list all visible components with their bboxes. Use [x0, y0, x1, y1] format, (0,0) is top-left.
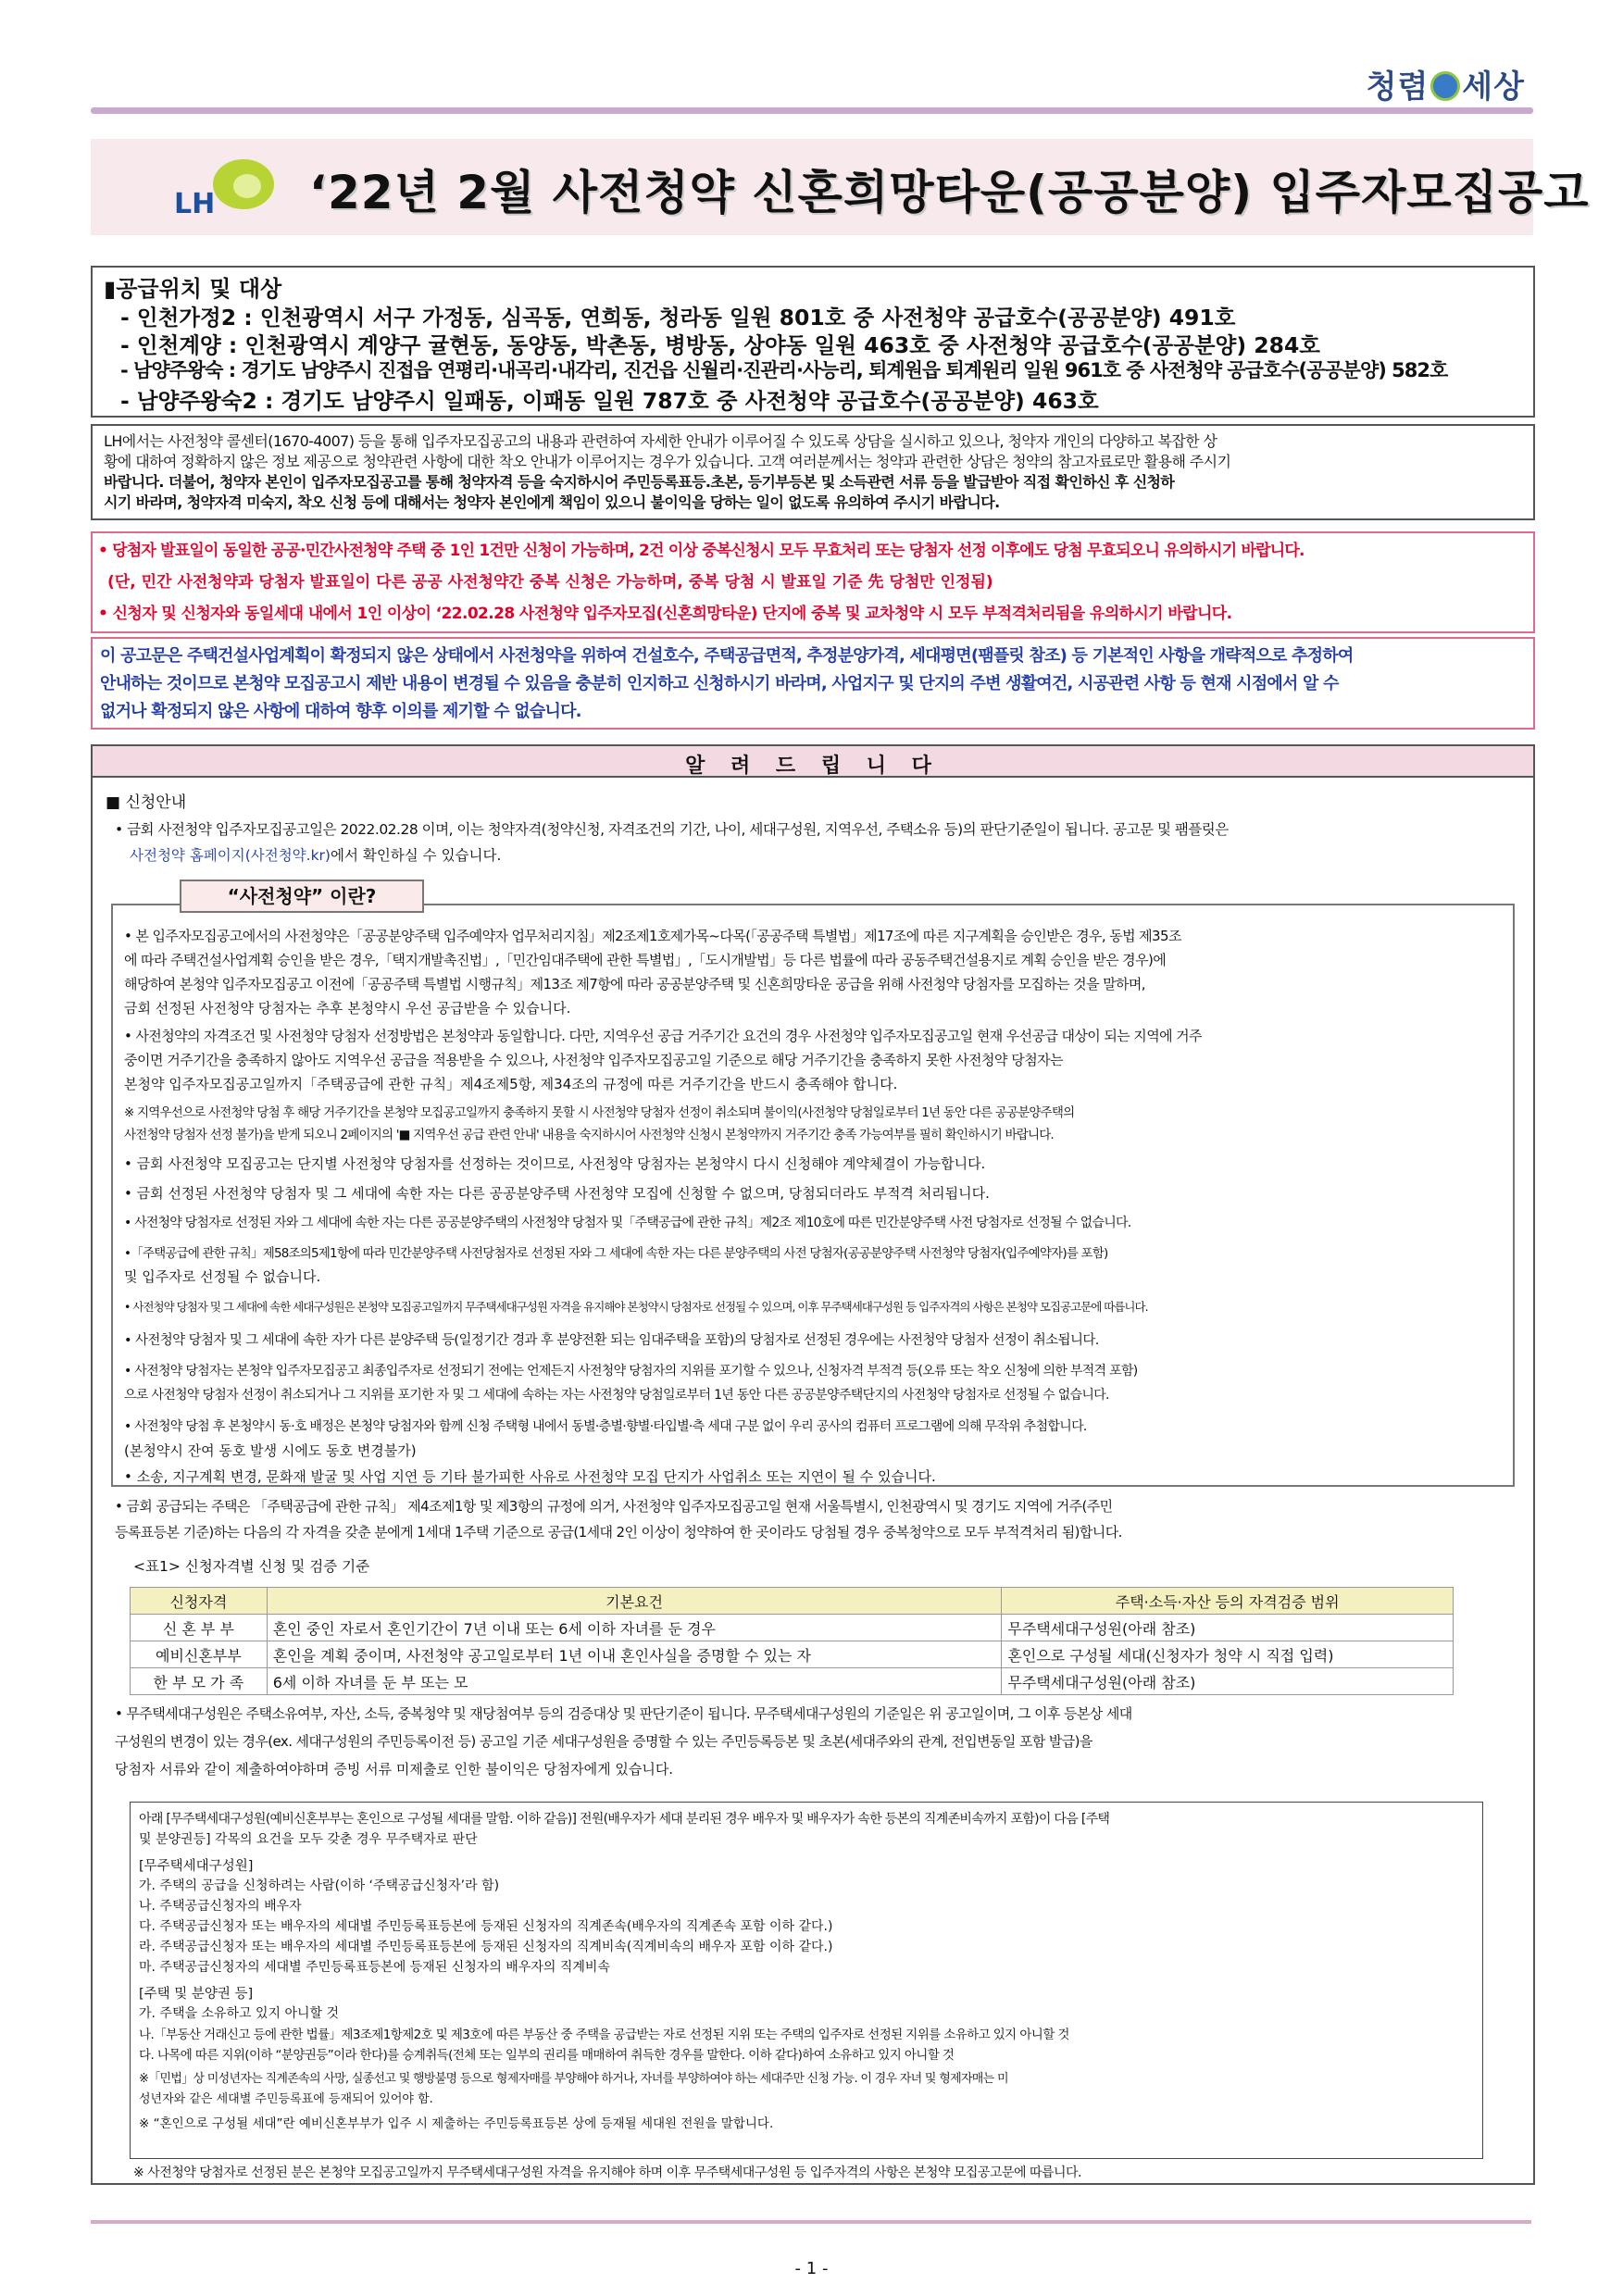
notice-line: 시기 바라며, 청약자격 미숙지, 착오 신청 등에 대해서는 청약자 본인에게 책임이 있으니 불이익을 당하는 일이 없도록 유의하여 주시기 바랍니다. [104, 493, 1000, 511]
warning-line: • 신청자 및 신청자와 동일세대 내에서 1인 이상이 ‘22.02.28 사전청약 입주자모집(신혼희망타운) 단지에 중복 및 교차청약 시 모두 부적격처리됨을 유의하시기 바랍니다. [98, 605, 1232, 623]
homeless-line: 구성원의 변경이 있는 경우(ex. 세대구성원의 주민등록이전 등) 공고일 기준 세대구성원을 증명할 수 있는 주민등록등본 및 초본(세대주와의 관계, 전입변동일 포함 발급)을 [115, 1733, 1092, 1750]
definition-line: • 사전청약 당첨자 및 그 세대에 속한 세대구성원은 본청약 모집공고일까지 무주택세대구성원 자격을 유지해야 본청약시 당첨자로 선정될 수 있으며, 이후 무주택세대구성원 등 입주자격의 사항은 본청약 모집공고문에 따릅니다. [124, 1300, 1148, 1314]
notice-line: 황에 대하여 정확하지 않은 정보 제공으로 청약관련 사항에 대한 착오 안내가 이루어지는 경우가 있습니다. 고객 여러분께서는 청약과 관련한 상담은 청약의 참고자료로만 활용해 주시기 [104, 453, 1231, 470]
location-line: - 남양주왕숙 : 경기도 남양주시 진접읍 연평리·내곡리·내각리, 진건읍 신월리·진관리·사능리, 퇴계원읍 퇴계원리 일원 961호 중 사전청약 공급호수(공공분양) 582호 [120, 359, 1448, 381]
estimate-line: 없거나 확정되지 않은 사항에 대하여 향후 이의를 제기할 수 없습니다. [100, 702, 581, 721]
supply-target-line: 등록표등본 기준)하는 다음의 각 자격을 갖춘 분에게 1세대 1주택 기준으로 공급(1세대 2인 이상이 청약하여 한 곳이라도 당첨될 경우 중복청약으로 모두 부적격처리 됨)합니다. [115, 1524, 1122, 1541]
estimate-line: 안내하는 것이므로 본청약 모집공고시 제반 내용이 변경될 수 있음을 충분히 인지하고 신청하시기 바라며, 사업지구 및 단지의 주변 생활여건, 시공관련 사항 등 현재 시점에서 알 수 [100, 674, 1339, 693]
definition-line: • 사전청약 당첨자 및 그 세대에 속한 자가 다른 분양주택 등(일정기간 경과 후 분양전환 되는 임대주택을 포함)의 당첨자로 선정된 경우에는 사전청약 당첨자 선정이 취소됩니다. [124, 1333, 1099, 1348]
definition-line: ※ 지역우선으로 사전청약 당첨 후 해당 거주기간을 본청약 모집공고일까지 충족하지 못할 시 사전청약 당첨자 선정이 취소되며 불이익(사전청약 당첨일로부터 1년 동안 다른 공공분양주택의 [124, 1105, 1075, 1120]
column-header: 기본요건 [267, 1588, 1002, 1615]
guide-intro: • 금회 사전청약 입주자모집공고일은 2022.02.28 이며, 이는 청약자격(청약신청, 자격조건의 기간, 나이, 세대구성원, 지역우선, 주택소유 등)의 판단기준일이 됩니다. 공고문 및 팸플릿은 [115, 821, 1229, 838]
criteria-line: ※ “혼인으로 구성될 세대”란 예비신혼부부가 입주 시 제출하는 주민등록표등본 상에 등재될 세대원 전원을 말합니다. [139, 2116, 774, 2131]
estimate-line: 이 공고문은 주택건설사업계획이 확정되지 않은 상태에서 사전청약을 위하여 건설호수, 주택공급면적, 추정분양가격, 세대평면(팸플릿 참조) 등 기본적인 사항을 개략적으로 추정하여 [100, 646, 1354, 666]
footnote: ※ 사전청약 당첨자로 선정된 분은 본청약 모집공고일까지 무주택세대구성원 자격을 유지해야 하며 이후 무주택세대구성원 등 입주자격의 사항은 본청약 모집공고문에 따릅니다. [133, 2165, 1082, 2180]
definition-line: • 소송, 지구계획 변경, 문화재 발굴 및 사업 지연 등 기타 불가피한 사유로 사전청약 모집 단지가 사업취소 또는 지연이 될 수 있습니다. [124, 1468, 936, 1485]
table-cell: 혼인으로 구성될 세대(신청자가 청약 시 직접 입력) [1002, 1641, 1454, 1668]
notice-line: LH에서는 사전청약 콜센터(1670-4007) 등을 통해 입주자모집공고의 내용과 관련하여 자세한 안내가 이루어질 수 있도록 상담을 실시하고 있으나, 청약자 개인의 다양하고 복잡한 상 [104, 432, 1217, 450]
location-line: - 남양주왕숙2 : 경기도 남양주시 일패동, 이패동 일원 787호 중 사전청약 공급호수(공공분양) 463호 [120, 388, 1099, 414]
criteria-line: 아래 [무주택세대구성원(예비신혼부부는 혼인으로 구성될 세대를 말함. 이하 같음)] 전원(배우자가 세대 분리된 경우 배우자 및 배우자가 속한 등본의 직계존비속까지 포함)이 다음 [주택 [139, 1812, 1110, 1827]
criteria-line: 나.「부동산 거래신고 등에 관한 법률」제3조제1항제2호 및 제3호에 따른 부동산 중 주택을 공급받는 자로 선정된 지위 또는 주택의 입주자로 선정된 지위를 소유하고 있지 아니할 것 [139, 2028, 1069, 2042]
table-cell: 무주택세대구성원(아래 참조) [1002, 1668, 1454, 1695]
definition-line: 본청약 입주자모집공고일까지「주택공급에 관한 규칙」제4조제5항, 제34조의 규정에 따른 거주기간을 반드시 충족해야 합니다. [124, 1076, 898, 1092]
footer-divider [91, 2220, 1531, 2224]
definition-line: 에 따라 주택건설사업계획 승인을 받은 경우,「택지개발촉진법」,「민간임대주택에 관한 특별법」,「도시개발법」등 다른 법률에 따라 공동주택건설용지로 계획 승인을 받은 경우)에 [124, 952, 1167, 968]
table-cell: 6세 이하 자녀를 둔 부 또는 모 [267, 1668, 1002, 1695]
definition-line: (본청약시 잔여 동호 발생 시에도 동호 변경불가) [124, 1442, 417, 1459]
guide-heading: ■ 신청안내 [106, 793, 187, 812]
table-cell: 예비신혼부부 [131, 1641, 268, 1668]
page-title: ‘22년 2월 사전청약 신혼희망타운(공공분양) 입주자모집공고 [309, 166, 1590, 219]
definition-line: 해당하여 본청약 입주자모집공고 이전에「공공주택 특별법 시행규칙」제13조 제7항에 따라 공공분양주택 및 신혼희망타운 공급을 위해 사전청약 당첨자를 모집하는 것을 말하며, [124, 976, 1145, 992]
criteria-line: 성년자와 같은 세대별 주민등록표에 등재되어 있어야 함. [139, 2092, 433, 2106]
definition-line: • 금회 사전청약 모집공고는 단지별 사전청약 당첨자를 선정하는 것이므로, 사전청약 당첨자는 본청약시 다시 신청해야 계약체결이 가능합니다. [124, 1155, 986, 1172]
table-cell: 한 부 모 가 족 [131, 1668, 268, 1695]
lh-logo-text: LH [174, 188, 216, 220]
table-cell: 무주택세대구성원(아래 참조) [1002, 1615, 1454, 1641]
lh-logo [174, 159, 276, 226]
definition-line: 사전청약 당첨자 선정 불가)을 받게 되오니 2페이지의 '■ 지역우선 공급 관련 안내' 내용을 숙지하시어 사전청약 신청시 본청약까지 거주기간 충족 가능여부를 필히 확인하시기 바랍니다. [124, 1128, 1054, 1142]
homeless-line: 당첨자 서류와 같이 제출하여야하며 증빙 서류 미제출로 인한 불이익은 당첨자에게 있습니다. [115, 1761, 674, 1778]
supply-target-line: • 금회 공급되는 주택은 「주택공급에 관한 규칙」 제4조제1항 및 제3항의 규정에 의거, 사전청약 입주자모집공고일 현재 서울특별시, 인천광역시 및 경기도 지역에 거주(주민 [115, 1498, 1113, 1515]
definition-line: 금회 선정된 사전청약 당첨자는 추후 본청약시 우선 공급받을 수 있습니다. [124, 1000, 571, 1017]
definition-line: • 사전청약의 자격조건 및 사전청약 당첨자 선정방법은 본청약과 동일합니다. 다만, 지역우선 공급 거주기간 요건의 경우 사전청약 입주자모집공고일 현재 우선공급 대상이 되는 지역에 거주 [124, 1028, 1202, 1044]
criteria-line: 다. 주택공급신청자 또는 배우자의 세대별 주민등록표등본에 등재된 신청자의 직계존속(배우자의 직계존속 포함 이하 같다.) [139, 1919, 833, 1934]
table-caption: <표1> 신청자격별 신청 및 검증 기준 [133, 1558, 370, 1575]
definition-line: 중이면 거주기간을 충족하지 않아도 지역우선 공급을 적용받을 수 있으나, 사전청약 입주자모집공고일 기준으로 해당 거주기간을 충족하지 못한 사전청약 당첨자는 [124, 1052, 1064, 1068]
location-line: - 인천가정2 : 인천광역시 서구 가정동, 심곡동, 연희동, 청라동 일원 801호 중 사전청약 공급호수(공공분양) 491호 [120, 305, 1236, 331]
qualification-table [130, 1587, 1454, 1695]
definition-line: • 본 입주자모집공고에서의 사전청약은「공공분양주택 입주예약자 업무처리지침」제2조제1호제가목~다목(「공공주택 특별법」제17조에 따른 지구계획을 승인받은 경우, 동법 제35조 [124, 928, 1181, 944]
criteria-line: 나. 주택공급신청자의 배우자 [139, 1899, 302, 1914]
supply-location-heading: ▮공급위치 및 대상 [104, 276, 282, 302]
table-row [131, 1615, 1454, 1641]
guide-intro-2: 사전청약 홈페이지(사전청약.kr)에서 확인하실 수 있습니다. [130, 847, 502, 864]
notify-title: 알 려 드 립 니 다 [685, 755, 941, 778]
location-line: - 인천계양 : 인천광역시 계양구 귤현동, 동양동, 박촌동, 병방동, 상야동 일원 463호 중 사전청약 공급호수(공공분양) 284호 [120, 332, 1321, 358]
definition-line: •「주택공급에 관한 규칙」제58조의5제1항에 따라 민간분양주택 사전당첨자로 선정된 자와 그 세대에 속한 자는 다른 분양주택의 사전 당첨자(공공분양주택 사전청약 당첨자(입주예약자)를 포함) [124, 1246, 1108, 1261]
definition-line: 및 입주자로 선정될 수 없습니다. [124, 1268, 321, 1285]
header-divider [91, 107, 1533, 114]
criteria-line: 가. 주택을 소유하고 있지 아니할 것 [139, 2006, 340, 2021]
notify-header [91, 744, 1535, 778]
criteria-line: [주택 및 분양권 등] [139, 1987, 254, 2002]
logo-text-right: 세상 [1462, 69, 1525, 106]
notice-line: 바랍니다. 더불어, 청약자 본인이 입주자모집공고를 통해 청약자격 등을 숙지하시어 주민등록표등.초본, 등기부등본 및 소득관련 서류 등을 발급받아 직접 확인하신 후 신청하 [104, 473, 1175, 491]
definition-line: • 사전청약 당첨자는 본청약 입주자모집공고 최종입주자로 선정되기 전에는 언제든지 사전청약 당첨자의 지위를 포기할 수 있으나, 신청자격 부적격 등(오류 또는 착오 신청에 의한 부적격 포함) [124, 1364, 1138, 1379]
integrity-logo [1367, 61, 1525, 106]
definition-line: • 금회 선정된 사전청약 당첨자 및 그 세대에 속한 자는 다른 공공분양주택 사전청약 모집에 신청할 수 없으며, 당첨되더라도 부적격 처리됩니다. [124, 1185, 990, 1202]
column-header: 주택·소득·자산 등의 자격검증 범위 [1002, 1588, 1454, 1615]
table-header-row [131, 1588, 1454, 1615]
definition-line: • 사전청약 당첨 후 본청약시 동·호 배정은 본청약 당첨자와 함께 신청 주택형 내에서 동별·층별·향별·타입별·측 세대 구분 없이 우리 공사의 컴퓨터 프로그램에 의해 무작위 추첨합니다. [124, 1419, 1087, 1434]
globe-icon [1430, 71, 1460, 101]
criteria-line: 및 분양권등] 각목의 요건을 모두 갖춘 경우 무주택자로 판단 [139, 1832, 478, 1847]
criteria-line: 다. 나목에 따른 지위(이하 “분양권등”이라 한다)를 승계취득(전체 또는 일부의 권리를 매매하여 취득한 경우를 말한다. 이하 같다)하여 소유하고 있지 아니할 것 [139, 2048, 955, 2063]
definition-line: 으로 사전청약 당첨자 선정이 취소되거나 그 지위를 포기한 자 및 그 세대에 속하는 자는 사전청약 당첨일로부터 1년 동안 다른 공공분양주택단지의 사전청약 당첨자로 선정될 수 없습니다. [124, 1388, 1109, 1403]
table-cell: 혼인 중인 자로서 혼인기간이 7년 이내 또는 6세 이하 자녀를 둔 경우 [267, 1615, 1002, 1641]
warning-line: • 당첨자 발표일이 동일한 공공·민간사전청약 주택 중 1인 1건만 신청이 가능하며, 2건 이상 중복신청시 모두 무효처리 또는 당첨자 선정 이후에도 당첨 무효되오니 유의하시기 바랍니다. [98, 542, 1305, 560]
criteria-line: 라. 주택공급신청자 또는 배우자의 세대별 주민등록표등본에 등재된 신청자의 직계비속(직계비속의 배우자 포함 이하 같다.) [139, 1940, 833, 1954]
criteria-line: ※「민법」상 미성년자는 직계존속의 사망, 실종선고 및 행방불명 등으로 형제자매를 부양해야 하거나, 자녀를 부양하여야 하는 세대주만 신청 가능. 이 경우 자녀 및 형제자매는 미 [139, 2072, 1008, 2086]
criteria-line: 마. 주택공급신청자의 세대별 주민등록표등본에 등재된 신청자의 배우자의 직계비속 [139, 1960, 610, 1975]
table-cell: 혼인을 계획 중이며, 사전청약 공고일로부터 1년 이내 혼인사실을 증명할 수 있는 자 [267, 1641, 1002, 1668]
column-header: 신청자격 [131, 1588, 268, 1615]
preorder-homepage-link[interactable]: 사전청약 홈페이지(사전청약.kr) [130, 847, 331, 864]
table-row [131, 1668, 1454, 1695]
preorder-definition-tab: “사전청약” 이란? [180, 880, 424, 913]
criteria-line: [무주택세대구성원] [139, 1859, 254, 1874]
logo-text-left: 청렴 [1366, 69, 1429, 106]
table-row [131, 1641, 1454, 1668]
criteria-line: 가. 주택의 공급을 신청하려는 사람(이하 ‘주택공급신청자’라 함) [139, 1878, 500, 1893]
page-number: - 1 - [794, 2259, 829, 2278]
homeless-line: • 무주택세대구성원은 주택소유여부, 자산, 소득, 중복청약 및 재당첨여부 등의 검증대상 및 판단기준이 됩니다. 무주택세대구성원의 기준일은 위 공고일이며, 그 이후 등본상 세대 [115, 1705, 1132, 1722]
table-cell: 신 혼 부 부 [131, 1615, 268, 1641]
definition-line: • 사전청약 당첨자로 선정된 자와 그 세대에 속한 자는 다른 공공분양주택의 사전청약 당첨자 및「주택공급에 관한 규칙」제2조 제10호에 따른 민간분양주택 사전 당첨자로 선정될 수 없습니다. [124, 1216, 1131, 1230]
warning-line: (단, 민간 사전청약과 당첨자 발표일이 다른 공공 사전청약간 중복 신청은 가능하며, 중복 당첨 시 발표일 기준 先 당첨만 인정됨) [107, 573, 993, 592]
